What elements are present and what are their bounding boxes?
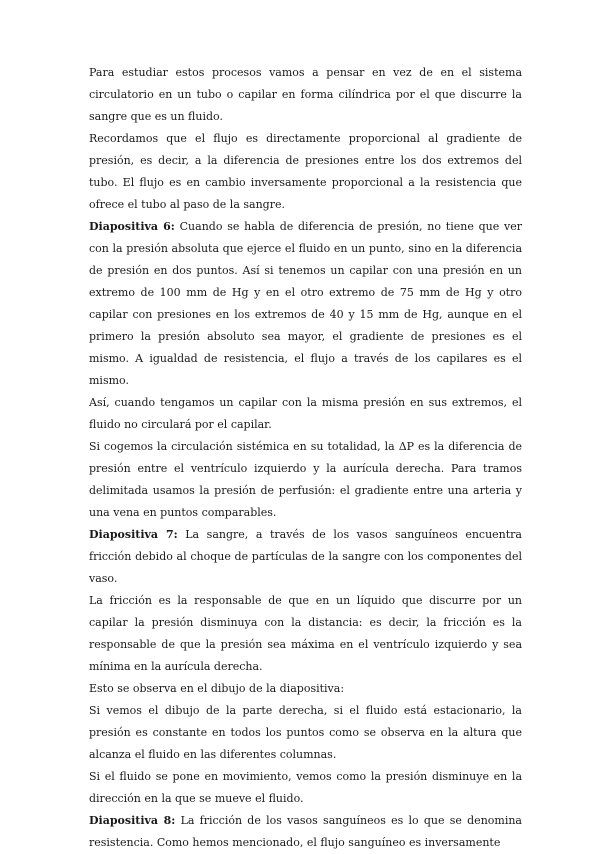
paragraph-7 <box>89 590 522 678</box>
paragraph-text: Así, cuando tengamos un capilar con la misma presión en sus extremos, el fluido no circulará por el capilar. <box>89 396 522 431</box>
paragraph-3 <box>89 216 522 392</box>
paragraph-text: Esto se observa en el dibujo de la diapositiva: <box>89 682 345 695</box>
paragraph-1 <box>89 62 522 128</box>
paragraph-text: Para estudiar estos procesos vamos a pensar en vez de en el sistema circulatorio en un tubo o capilar en forma cilíndrica por el que discurre la sangre que es un fluido. <box>89 66 522 123</box>
slide-label: Diapositiva 8: <box>89 814 176 827</box>
paragraph-8 <box>89 678 522 700</box>
paragraph-11 <box>89 810 522 854</box>
paragraph-6 <box>89 524 522 590</box>
slide-label: Diapositiva 7: <box>89 528 178 541</box>
paragraph-text: Cuando se habla de diferencia de presión, no tiene que ver con la presión absoluta que ejerce el fluido en un punto, sino en la diferencia de presión en dos puntos. Así si tenemos un capilar con una presión en un extremo de 100 mm de Hg y en el otro extremo de 75 mm de Hg y otro capilar con presiones en los extremos de 40 y 15 mm de Hg, aunque en el primero la presión absoluto sea mayor, el gradiente de presiones es el mismo. A igualdad de resistencia, el flujo a través de los capilares es el mismo. <box>89 220 523 387</box>
document-body <box>89 62 522 854</box>
paragraph-text: Recordamos que el flujo es directamente proporcional al gradiente de presión, es decir, a la diferencia de presiones entre los dos extremos del tubo. El flujo es en cambio inversamente proporcional a la resistencia que ofrece el tubo al paso de la sangre. <box>89 132 522 211</box>
paragraph-text: Si cogemos la circulación sistémica en su totalidad, la ΔP es la diferencia de presión entre el ventrículo izquierdo y la aurícula derecha. Para tramos delimitada usamos la presión de perfusión: el gradiente entre una arteria y una vena en puntos comparables. <box>89 440 522 519</box>
slide-label: Diapositiva 6: <box>89 220 175 233</box>
paragraph-text: Si el fluido se pone en movimiento, vemos como la presión disminuye en la dirección en la que se mueve el fluido. <box>89 770 522 805</box>
paragraph-5 <box>89 436 522 524</box>
paragraph-text: Si vemos el dibujo de la parte derecha, si el fluido está estacionario, la presión es constante en todos los puntos como se observa en la altura que alcanza el fluido en las diferentes columnas. <box>89 704 522 761</box>
paragraph-text: La fricción es la responsable de que en un líquido que discurre por un capilar la presión disminuya con la distancia: es decir, la fricción es la responsable de que la presión sea máxima en el ventrículo izquierdo y sea mínima en la aurícula derecha. <box>89 594 522 673</box>
paragraph-10 <box>89 766 522 810</box>
paragraph-2 <box>89 128 522 216</box>
paragraph-4 <box>89 392 522 436</box>
paragraph-text: La fricción de los vasos sanguíneos es lo que se denomina resistencia. Como hemos mencionado, el flujo sanguíneo es inversamente <box>89 814 522 849</box>
paragraph-9 <box>89 700 522 766</box>
paragraph-text: La sangre, a través de los vasos sanguíneos encuentra fricción debido al choque de partículas de la sangre con los componentes del vaso. <box>89 528 522 585</box>
